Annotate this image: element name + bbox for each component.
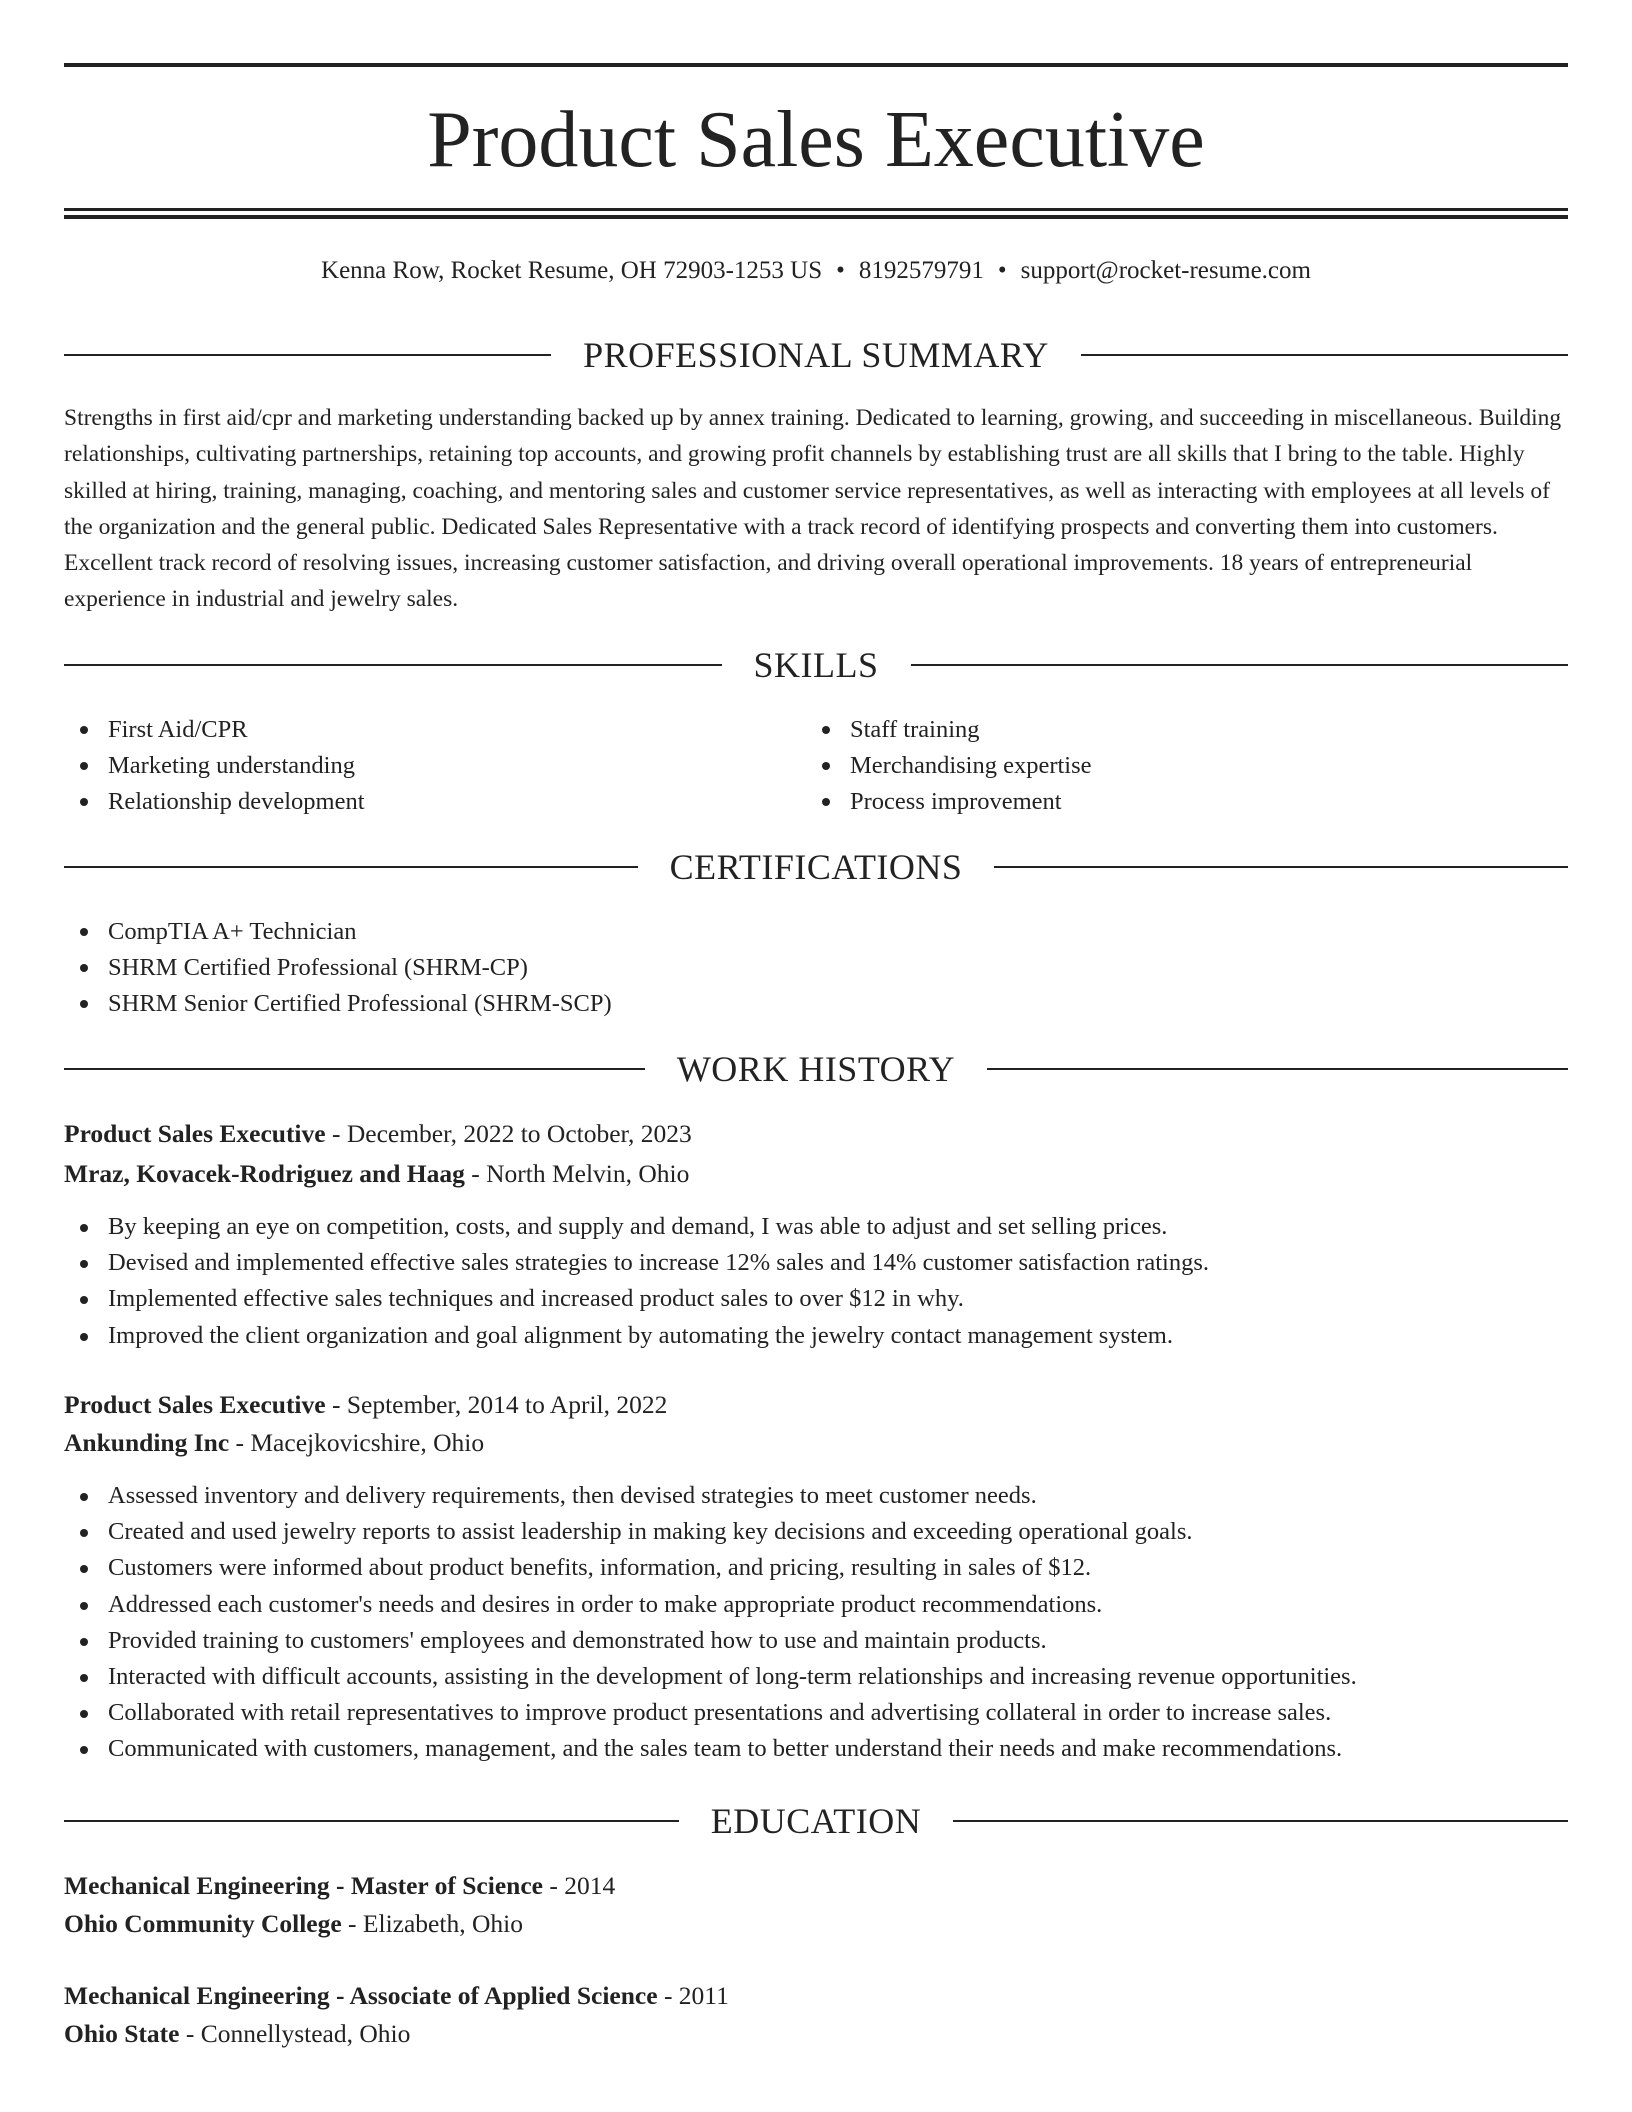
- skills-list: [64, 712, 764, 820]
- job-bullet: Created and used jewelry reports to assist leadership in making key decisions and exceeding operational goals.: [64, 1514, 1568, 1550]
- certification-item: SHRM Certified Professional (SHRM-CP): [64, 950, 1064, 986]
- job-bullets: [64, 1209, 1568, 1354]
- divider-line: [64, 664, 722, 666]
- divider-line: [64, 354, 551, 356]
- education-degree: Mechanical Engineering - Master of Science: [64, 1871, 543, 1900]
- skill-item: Relationship development: [64, 784, 764, 820]
- resume-title: Product Sales Executive: [427, 96, 1205, 184]
- education-school: Ohio Community College: [64, 1909, 342, 1938]
- job-company-line: [64, 1424, 1568, 1462]
- job-bullet: Customers were informed about product benefits, information, and pricing, resulting in sales of $12.: [64, 1550, 1568, 1586]
- section-title: PROFESSIONAL SUMMARY: [583, 335, 1049, 375]
- skill-item: Staff training: [806, 712, 1506, 748]
- skills-left-column: [64, 712, 764, 820]
- summary-text: Strengths in first aid/cpr and marketing understanding backed up by annex training. Dedicated to learning, growing, and succeeding in miscellaneous. Building relationships, cultivating partnerships, retaining top accounts, and growing profit channels by establishing trust are all skills that I bring to the table. Highly skilled at hiring, training, managing, coaching, and mentoring sales and customer service representatives, as well as interacting with employees at all levels of the organization and the general public. Dedicated Sales Representative with a track record of identifying prospects and converting them into customers. Excellent track record of resolving issues, increasing customer satisfaction, and driving overall operational improvements. 18 years of entrepreneurial experience in industrial and jewelry sales.: [64, 405, 1562, 613]
- top-rule: [64, 63, 1568, 67]
- section-header-summary: [64, 331, 1568, 379]
- education-location: - Elizabeth, Ohio: [341, 1909, 523, 1938]
- job-company: Ankunding Inc: [64, 1428, 230, 1457]
- certifications-list: [64, 914, 1064, 1022]
- education-degree: Mechanical Engineering - Associate of Applied Science: [64, 1981, 658, 2010]
- job-bullet: Improved the client organization and goal alignment by automating the jewelry contact management system.: [64, 1318, 1568, 1354]
- divider-line: [64, 866, 638, 868]
- contact-separator: •: [997, 257, 1007, 284]
- job-title-line: [64, 1386, 1568, 1424]
- contact-email: support@rocket-resume.com: [1020, 257, 1311, 284]
- title-double-rule-top: [64, 208, 1568, 211]
- job-company: Mraz, Kovacek-Rodriguez and Haag: [64, 1159, 465, 1188]
- job-bullet-list: [64, 1209, 1568, 1354]
- section-header-certifications: [64, 843, 1568, 891]
- skill-item: Merchandising expertise: [806, 748, 1506, 784]
- job-location: - Macejkovicshire, Ohio: [229, 1428, 485, 1457]
- education-location: - Connellystead, Ohio: [179, 2019, 411, 2048]
- job-bullet: By keeping an eye on competition, costs, and supply and demand, I was able to adjust and set selling prices.: [64, 1209, 1568, 1245]
- job-company-line: [64, 1155, 1568, 1193]
- job-title-line: [64, 1115, 1568, 1153]
- contact-line: [64, 254, 1568, 288]
- certification-item: CompTIA A+ Technician: [64, 914, 1064, 950]
- section-title: SKILLS: [753, 645, 879, 685]
- divider-line: [64, 1068, 645, 1070]
- job-bullet: Interacted with difficult accounts, assisting in the development of long-term relationships and increasing revenue opportunities.: [64, 1659, 1568, 1695]
- education-year: - 2011: [657, 1981, 729, 2010]
- job-title: Product Sales Executive: [64, 1390, 326, 1419]
- skills-list: [806, 712, 1506, 820]
- job-bullet: Devised and implemented effective sales strategies to increase 12% sales and 14% customer satisfaction ratings.: [64, 1245, 1568, 1281]
- divider-line: [1081, 354, 1568, 356]
- job-title: Product Sales Executive: [64, 1119, 326, 1148]
- certifications-block: [64, 914, 1064, 1022]
- education-school: Ohio State: [64, 2019, 180, 2048]
- skill-item: First Aid/CPR: [64, 712, 764, 748]
- skill-item: Marketing understanding: [64, 748, 764, 784]
- contact-phone: 8192579791: [858, 257, 984, 284]
- education-degree-line: [64, 1867, 1568, 1905]
- section-header-education: [64, 1797, 1568, 1845]
- job-bullets: [64, 1478, 1568, 1768]
- education-school-line: [64, 1905, 1568, 1943]
- job-location: - North Melvin, Ohio: [464, 1159, 690, 1188]
- section-header-work-history: [64, 1045, 1568, 1093]
- section-title: CERTIFICATIONS: [669, 847, 963, 887]
- job-bullet: Implemented effective sales techniques and increased product sales to over $12 in why.: [64, 1281, 1568, 1317]
- title-double-rule-bottom: [64, 215, 1568, 219]
- job-dates: - December, 2022 to October, 2023: [325, 1119, 692, 1148]
- education-school-line: [64, 2015, 1568, 2053]
- education-year: - 2014: [542, 1871, 616, 1900]
- education-degree-line: [64, 1977, 1568, 2015]
- divider-line: [994, 866, 1568, 868]
- job-bullet: Assessed inventory and delivery requirements, then devised strategies to meet customer needs.: [64, 1478, 1568, 1514]
- section-title: WORK HISTORY: [676, 1049, 956, 1089]
- skills-right-column: [806, 712, 1506, 820]
- divider-line: [953, 1820, 1568, 1822]
- divider-line: [987, 1068, 1568, 1070]
- divider-line: [64, 1820, 679, 1822]
- job-bullet: Communicated with customers, management, and the sales team to better understand their needs and make recommendations.: [64, 1731, 1568, 1767]
- job-bullet: Provided training to customers' employees and demonstrated how to use and maintain products.: [64, 1623, 1568, 1659]
- divider-line: [911, 664, 1569, 666]
- job-bullet-list: [64, 1478, 1568, 1768]
- section-header-skills: [64, 641, 1568, 689]
- job-bullet: Collaborated with retail representatives to improve product presentations and advertising collateral in order to increase sales.: [64, 1695, 1568, 1731]
- contact-address: Kenna Row, Rocket Resume, OH 72903-1253 US: [321, 257, 823, 284]
- skill-item: Process improvement: [806, 784, 1506, 820]
- contact-separator: •: [836, 257, 845, 284]
- certification-item: SHRM Senior Certified Professional (SHRM-SCP): [64, 986, 1064, 1022]
- job-bullet: Addressed each customer's needs and desires in order to make appropriate product recommendations.: [64, 1587, 1568, 1623]
- section-title: EDUCATION: [710, 1801, 922, 1841]
- job-dates: - September, 2014 to April, 2022: [325, 1390, 668, 1419]
